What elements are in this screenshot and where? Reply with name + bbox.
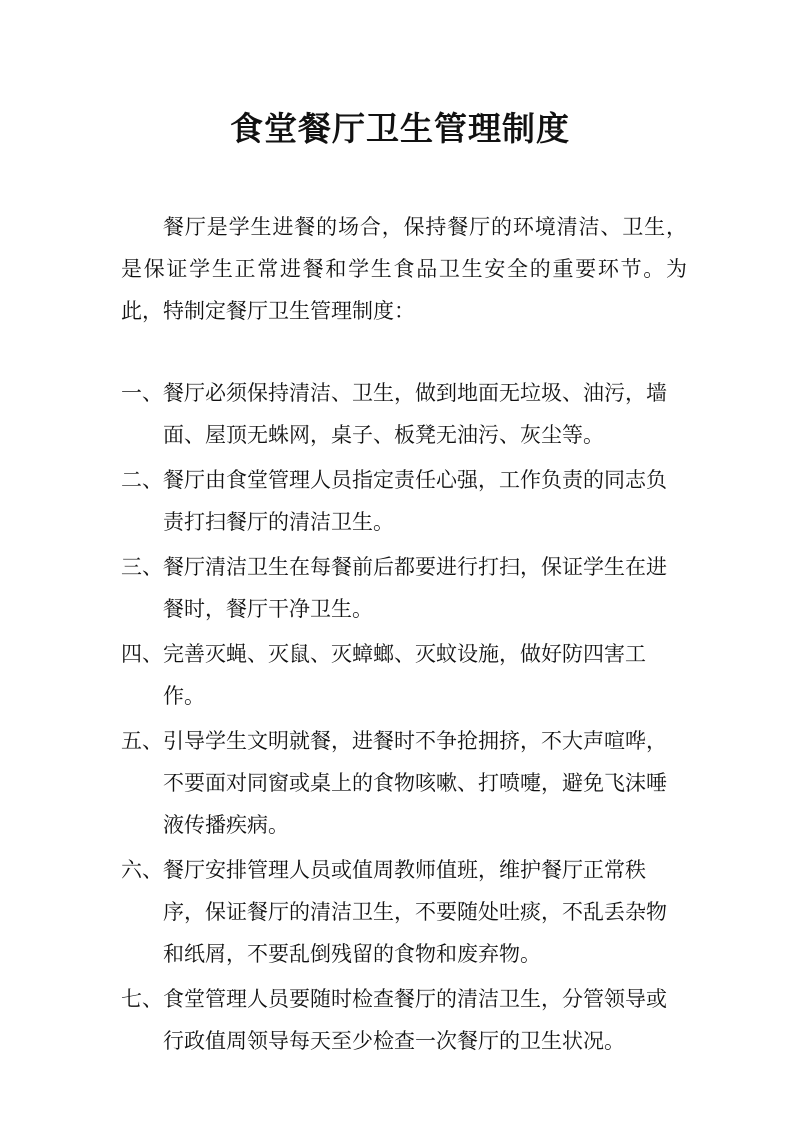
rule-item-7 [121,978,687,1062]
rule-text: 餐厅安排管理人员或值周教师值班，维护餐厅正常秩序，保证餐厅的清洁卫生，不要随处吐痰，不乱丢杂物和纸屑，不要乱倒残留的食物和废弃物。 [163,858,667,966]
rule-number: 三、 [121,555,163,579]
rule-text: 餐厅清洁卫生在每餐前后都要进行打扫，保证学生在进餐时，餐厅干净卫生。 [163,555,667,621]
rule-item-2 [121,459,687,543]
rules-list [121,372,687,1065]
rule-text: 引导学生文明就餐，进餐时不争抢拥挤，不大声喧哗，不要面对同窗或桌上的食物咳嗽、打喷嚏，避免飞沫唾液传播疾病。 [163,729,667,837]
rule-text: 餐厅由食堂管理人员指定责任心强，工作负责的同志负责打扫餐厅的清洁卫生。 [163,468,667,534]
rule-number: 二、 [121,468,163,492]
rule-number: 六、 [121,858,163,882]
rule-text: 完善灭蝇、灭鼠、灭蟑螂、灭蚊设施，做好防四害工作。 [163,642,646,708]
rule-item-4 [121,633,687,717]
intro-paragraph: 餐厅是学生进餐的场合，保持餐厅的环境清洁、卫生，是保证学生正常进餐和学生食品卫生安全的重要环节。为此，特制定餐厅卫生管理制度： [121,215,687,323]
document-title: 食堂餐厅卫生管理制度 [230,109,570,148]
rule-item-5 [121,720,687,846]
rule-number: 七、 [121,987,163,1011]
rule-item-6 [121,849,687,975]
rule-text: 餐厅必须保持清洁、卫生，做到地面无垃圾、油污，墙面、屋顶无蛛网，桌子、板凳无油污、灰尘等。 [163,381,667,447]
rule-item-3 [121,546,687,630]
rule-text: 食堂管理人员要随时检查餐厅的清洁卫生，分管领导或行政值周领导每天至少检查一次餐厅的卫生状况。 [163,987,667,1053]
rule-number: 四、 [121,642,163,666]
rule-number: 五、 [121,729,163,753]
rule-number: 一、 [121,381,163,405]
rule-item-1 [121,372,687,456]
